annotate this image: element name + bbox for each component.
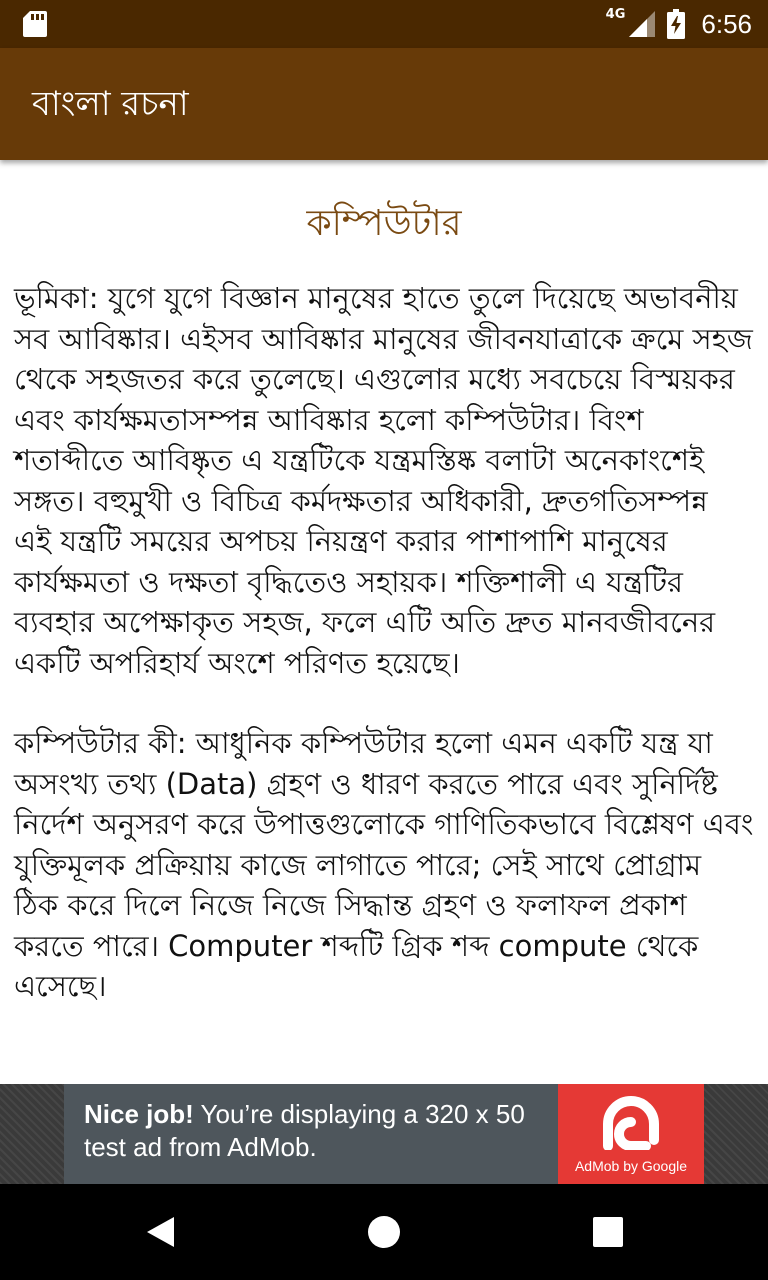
ad-banner[interactable] [0,1084,768,1184]
article-paragraph: কম্পিউটার কী: আধুনিক কম্পিউটার হলো এমন একটি যন্ত্র যা অসংখ্য তথ্য (Data) গ্রহণ ও ধারণ করতে পারে এবং সুনির্দিষ্ট নির্দেশ অনুসরণ করে উপাত্তগুলোকে গাণিতিকভাবে বিশ্লেষণ এবং যুক্তিমূলক প্রক্রিয়ায় কাজে লাগাতে পারে; সেই সাথে প্রোগ্রাম ঠিক করে দিলে নিজে নিজে সিদ্ধান্ত গ্রহণ ও ফলাফল প্রকাশ করতে পারে। Computer শব্দটি গ্রিক শব্দ compute থেকে এসেছে। [14,726,754,1003]
app-title: বাংলা রচনা [32,84,189,124]
article-title: কম্পিউটার [306,203,462,244]
admob-logo-icon [600,1094,662,1150]
ad-content[interactable] [64,1084,704,1184]
article-scroll-view[interactable] [0,160,768,1084]
signal-icon [627,9,657,39]
status-bar [0,0,768,48]
admob-logo-box[interactable] [558,1084,704,1184]
recents-button[interactable] [580,1204,636,1260]
navigation-bar [0,1184,768,1280]
ad-body: You’re displaying a 320 x 50 test ad from AdMob. [84,1099,525,1162]
network-type-label: 4G [605,6,626,22]
ad-text [64,1084,558,1184]
admob-caption: AdMob by Google [574,1158,688,1174]
app-bar [0,48,768,160]
battery-charging-icon [667,9,685,39]
clock: 6:56 [701,8,752,39]
home-button[interactable] [356,1204,412,1260]
status-icons [606,0,752,48]
article-body [0,278,768,1007]
article-paragraph: ভূমিকা: যুগে যুগে বিজ্ঞান মানুষের হাতে তুলে দিয়েছে অভাবনীয় সব আবিষ্কার। এইসব আবিষ্কার মানুষের জীবনযাত্রাকে ক্রমে সহজ থেকে সহজতর করে তুলেছে। এগুলোর মধ্যে সবচেয়ে বিস্ময়কর এবং কার্যক্ষমতাসম্পন্ন আবিষ্কার হলো কম্পিউটার। বিংশ শতাব্দীতে আবিষ্কৃত এ যন্ত্রটিকে যন্ত্রমস্তিষ্ক বলাটা অনেকাংশেই সঙ্গত। বহুমুখী ও বিচিত্র কর্মদক্ষতার অধিকারী, দ্রুতগতিসম্পন্ন এই যন্ত্রটি সময়ের অপচয় নিয়ন্ত্রণ করার পাশাপাশি মানুষের কার্যক্ষমতা ও দক্ষতা বৃদ্ধিতেও সহায়ক। শক্তিশালী এ যন্ত্রটির ব্যবহার অপেক্ষাকৃত সহজ, ফলে এটি অতি দ্রুত মানবজীবনের একটি অপরিহার্য অংশে পরিণত হয়েছে। [14,281,753,680]
back-button[interactable] [132,1204,188,1260]
home-icon [367,1215,401,1249]
sd-card-icon [22,10,48,38]
recents-icon [593,1217,623,1247]
back-icon [144,1215,176,1249]
ad-headline: Nice job! [84,1099,194,1129]
